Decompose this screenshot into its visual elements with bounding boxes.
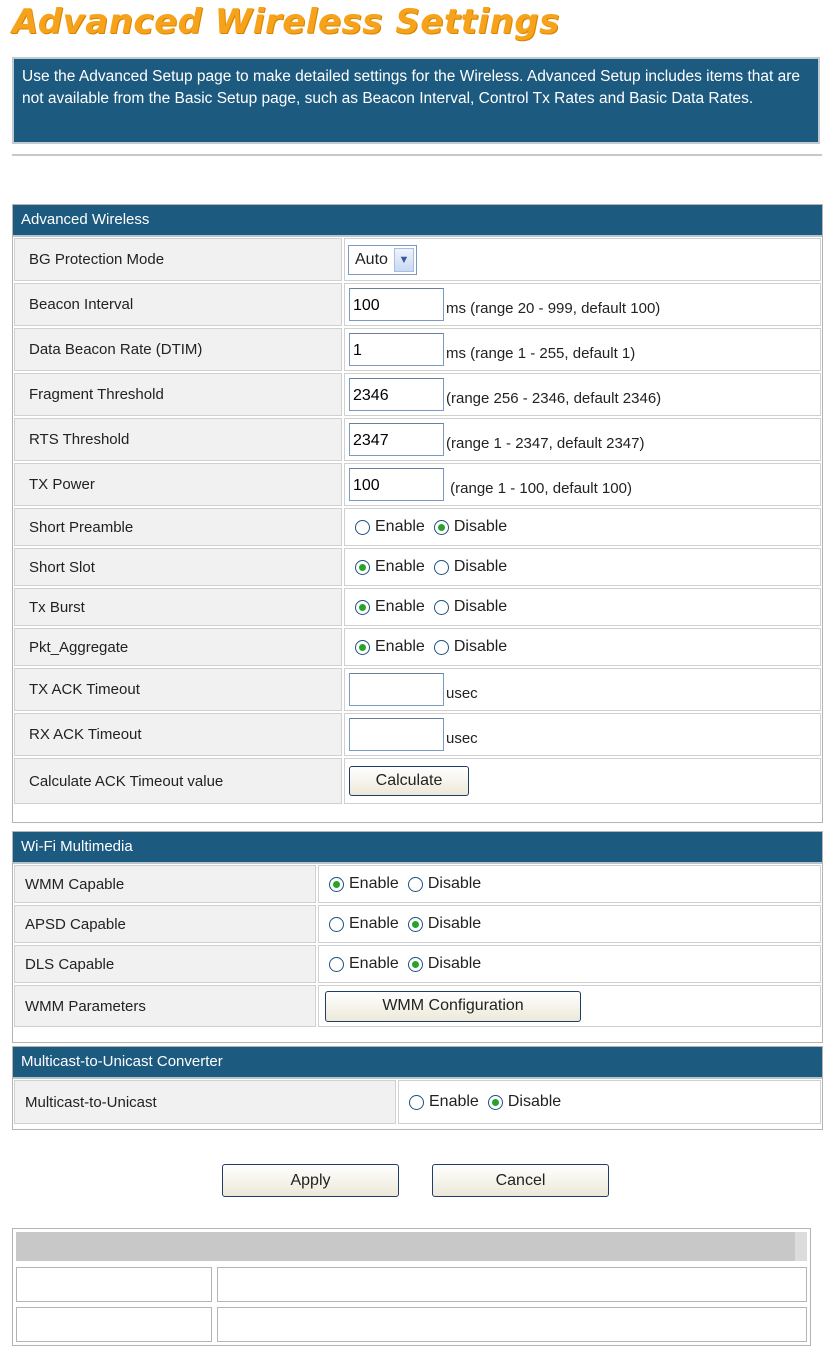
value-short-slot bbox=[344, 548, 821, 586]
row-fragment-threshold bbox=[13, 372, 822, 417]
row-tx-power bbox=[13, 462, 822, 507]
label-dls-capable: DLS Capable bbox=[14, 945, 316, 983]
short-slot-disable-radio[interactable] bbox=[434, 560, 449, 575]
row-apsd-capable bbox=[13, 904, 822, 944]
calculate-button[interactable]: Calculate bbox=[349, 766, 469, 796]
row-calculate-ack bbox=[13, 757, 822, 805]
disable-label: Disable bbox=[453, 518, 508, 535]
empty-table-cell bbox=[16, 1267, 212, 1302]
value-wmm-capable bbox=[318, 865, 821, 903]
disable-label: Disable bbox=[427, 915, 482, 932]
empty-table-cell bbox=[217, 1307, 807, 1342]
value-tx-burst bbox=[344, 588, 821, 626]
row-short-preamble bbox=[13, 507, 822, 547]
empty-table-cell bbox=[16, 1307, 212, 1342]
enable-label: Enable bbox=[349, 955, 399, 972]
rts-threshold-hint: (range 1 - 2347, default 2347) bbox=[446, 435, 645, 452]
label-tx-ack-timeout: TX ACK Timeout bbox=[14, 668, 342, 711]
row-dtim bbox=[13, 327, 822, 372]
enable-label: Enable bbox=[349, 875, 399, 892]
empty-table-header bbox=[16, 1232, 807, 1261]
row-beacon-interval bbox=[13, 282, 822, 327]
label-apsd-capable: APSD Capable bbox=[14, 905, 316, 943]
label-tx-power: TX Power bbox=[14, 463, 342, 506]
value-pkt-aggregate bbox=[344, 628, 821, 666]
cancel-button[interactable]: Cancel bbox=[432, 1164, 609, 1197]
row-rts-threshold bbox=[13, 417, 822, 462]
value-tx-power bbox=[344, 463, 821, 506]
tx-burst-enable-radio[interactable] bbox=[355, 600, 370, 615]
enable-label: Enable bbox=[375, 598, 425, 615]
enable-label: Enable bbox=[429, 1093, 479, 1110]
label-calculate-ack: Calculate ACK Timeout value bbox=[14, 758, 342, 804]
label-fragment-threshold: Fragment Threshold bbox=[14, 373, 342, 416]
dtim-hint: ms (range 1 - 255, default 1) bbox=[446, 345, 636, 362]
disable-label: Disable bbox=[453, 558, 508, 575]
wifi-multimedia-section bbox=[12, 831, 823, 1043]
disable-label: Disable bbox=[427, 875, 482, 892]
enable-label: Enable bbox=[375, 638, 425, 655]
label-tx-burst: Tx Burst bbox=[14, 588, 342, 626]
row-rx-ack-timeout bbox=[13, 712, 822, 757]
row-bg-protection bbox=[13, 237, 822, 282]
enable-label: Enable bbox=[375, 558, 425, 575]
advanced-wireless-section bbox=[12, 204, 823, 823]
label-short-preamble: Short Preamble bbox=[14, 508, 342, 546]
disable-label: Disable bbox=[453, 598, 508, 615]
apsd-capable-disable-radio[interactable] bbox=[408, 917, 423, 932]
row-tx-burst bbox=[13, 587, 822, 627]
dls-capable-enable-radio[interactable] bbox=[329, 957, 344, 972]
row-wmm-parameters bbox=[13, 984, 822, 1028]
label-wmm-capable: WMM Capable bbox=[14, 865, 316, 903]
label-rx-ack-timeout: RX ACK Timeout bbox=[14, 713, 342, 756]
empty-table-cell bbox=[217, 1267, 807, 1302]
value-bg-protection bbox=[344, 238, 821, 281]
fragment-threshold-hint: (range 256 - 2346, default 2346) bbox=[446, 390, 662, 407]
value-beacon-interval bbox=[344, 283, 821, 326]
value-rx-ack-timeout bbox=[344, 713, 821, 756]
intro-description: Use the Advanced Setup page to make detailed settings for the Wireless. Advanced Setup includes items that are not available from the Basic Setup page, such as Beacon Interval, Control Tx Rates and Basic Data Rates. bbox=[12, 57, 820, 144]
disable-label: Disable bbox=[507, 1093, 562, 1110]
dtim-input[interactable] bbox=[349, 333, 444, 366]
row-tx-ack-timeout bbox=[13, 667, 822, 712]
value-dls-capable bbox=[318, 945, 821, 983]
chevron-down-icon[interactable]: ▼ bbox=[394, 248, 414, 272]
short-preamble-enable-radio[interactable] bbox=[355, 520, 370, 535]
tx-burst-disable-radio[interactable] bbox=[434, 600, 449, 615]
row-short-slot bbox=[13, 547, 822, 587]
fragment-threshold-input[interactable] bbox=[349, 378, 444, 411]
apply-button[interactable]: Apply bbox=[222, 1164, 399, 1197]
tx-power-hint: (range 1 - 100, default 100) bbox=[446, 480, 632, 497]
wmm-configuration-button[interactable]: WMM Configuration bbox=[325, 991, 581, 1022]
short-slot-enable-radio[interactable] bbox=[355, 560, 370, 575]
label-dtim: Data Beacon Rate (DTIM) bbox=[14, 328, 342, 371]
disable-label: Disable bbox=[427, 955, 482, 972]
multicast-enable-radio[interactable] bbox=[409, 1095, 424, 1110]
value-apsd-capable bbox=[318, 905, 821, 943]
enable-label: Enable bbox=[349, 915, 399, 932]
pkt-aggregate-disable-radio[interactable] bbox=[434, 640, 449, 655]
value-short-preamble bbox=[344, 508, 821, 546]
value-tx-ack-timeout bbox=[344, 668, 821, 711]
value-wmm-parameters bbox=[318, 985, 821, 1027]
multicast-section bbox=[12, 1046, 823, 1130]
disable-label: Disable bbox=[453, 638, 508, 655]
value-calculate-ack bbox=[344, 758, 821, 804]
row-dls-capable bbox=[13, 944, 822, 984]
apsd-capable-enable-radio[interactable] bbox=[329, 917, 344, 932]
label-multicast-to-unicast: Multicast-to-Unicast bbox=[14, 1080, 396, 1124]
wmm-capable-enable-radio[interactable] bbox=[329, 877, 344, 892]
page-title: Advanced Wireless Settings bbox=[12, 2, 560, 42]
rts-threshold-input[interactable] bbox=[349, 423, 444, 456]
value-fragment-threshold bbox=[344, 373, 821, 416]
pkt-aggregate-enable-radio[interactable] bbox=[355, 640, 370, 655]
bg-protection-select[interactable] bbox=[348, 245, 417, 275]
label-pkt-aggregate: Pkt_Aggregate bbox=[14, 628, 342, 666]
beacon-interval-input[interactable] bbox=[349, 288, 444, 321]
bg-protection-selected: Auto bbox=[355, 250, 388, 268]
label-beacon-interval: Beacon Interval bbox=[14, 283, 342, 326]
label-short-slot: Short Slot bbox=[14, 548, 342, 586]
row-multicast-to-unicast bbox=[13, 1079, 822, 1125]
short-preamble-disable-radio[interactable] bbox=[434, 520, 449, 535]
section-header-advanced-wireless: Advanced Wireless bbox=[13, 205, 822, 237]
tx-power-input[interactable] bbox=[349, 468, 444, 501]
enable-label: Enable bbox=[375, 518, 425, 535]
label-wmm-parameters: WMM Parameters bbox=[14, 985, 316, 1027]
value-rts-threshold bbox=[344, 418, 821, 461]
row-wmm-capable bbox=[13, 864, 822, 904]
dls-capable-disable-radio[interactable] bbox=[408, 957, 423, 972]
rx-ack-timeout-input[interactable] bbox=[349, 718, 444, 751]
section-header-wifi-multimedia: Wi-Fi Multimedia bbox=[13, 832, 822, 864]
rx-ack-timeout-unit: usec bbox=[446, 730, 478, 747]
label-rts-threshold: RTS Threshold bbox=[14, 418, 342, 461]
row-pkt-aggregate bbox=[13, 627, 822, 667]
empty-table bbox=[12, 1228, 811, 1346]
value-dtim bbox=[344, 328, 821, 371]
multicast-disable-radio[interactable] bbox=[488, 1095, 503, 1110]
divider bbox=[12, 154, 822, 156]
wmm-capable-disable-radio[interactable] bbox=[408, 877, 423, 892]
label-bg-protection: BG Protection Mode bbox=[14, 238, 342, 281]
tx-ack-timeout-unit: usec bbox=[446, 685, 478, 702]
tx-ack-timeout-input[interactable] bbox=[349, 673, 444, 706]
section-header-multicast: Multicast-to-Unicast Converter bbox=[13, 1047, 822, 1079]
beacon-interval-hint: ms (range 20 - 999, default 100) bbox=[446, 300, 661, 317]
value-multicast-to-unicast bbox=[398, 1080, 821, 1124]
